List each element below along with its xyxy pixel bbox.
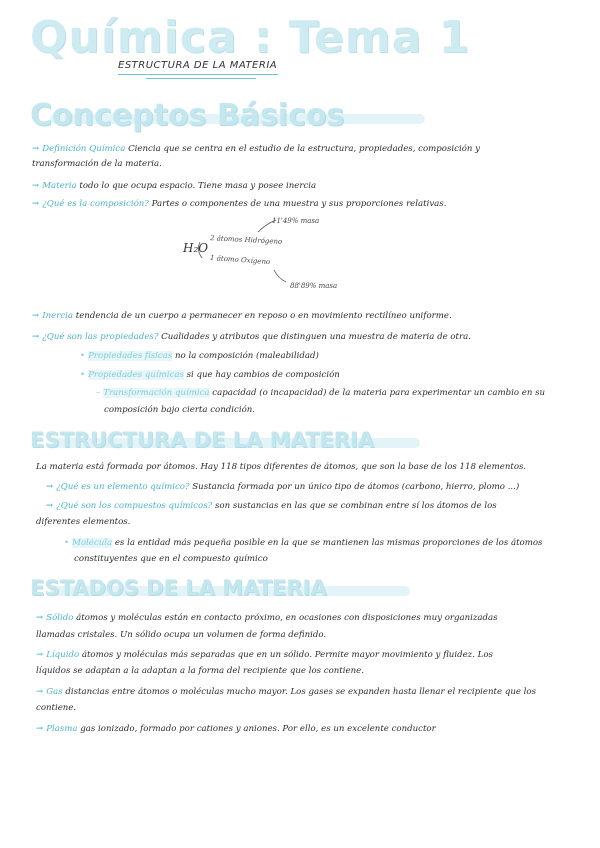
line-compuesto bbox=[46, 500, 497, 512]
line-molecula bbox=[64, 537, 542, 549]
atoms-oxygen: 1 átomo Oxígeno bbox=[209, 253, 271, 267]
text-solido-2: llamadas cristales. Un sólido ocupa un volumen de forma definido. bbox=[36, 630, 327, 640]
arrow-icon: → bbox=[32, 181, 40, 191]
line-inercia bbox=[32, 310, 452, 322]
term-composicion: ¿Qué es la composición? bbox=[42, 199, 149, 209]
arrow-icon: → bbox=[46, 501, 54, 511]
text-definicion-2: transformación de la materia. bbox=[32, 159, 162, 169]
term-plasma: Plasma bbox=[46, 724, 78, 734]
arrow-icon: → bbox=[36, 724, 44, 734]
line-quimicas bbox=[80, 369, 340, 381]
term-materia: Materia bbox=[42, 181, 77, 191]
section-estructura-title: ESTRUCTURA DE LA MATERIA bbox=[30, 428, 374, 452]
text-molecula: es la entidad más pequeña posible en la que se mantienen las mismas proporciones de los átomos bbox=[114, 538, 543, 548]
text-liquido-2: líquidos se adaptan a la adaptan a la forma del recipiente que los contiene. bbox=[36, 666, 364, 676]
text-gas: distancias entre átomos o moléculas mucho mayor. Los gases se expanden hasta llenar el recipiente que los bbox=[65, 687, 537, 697]
text-propiedades: Cualidades y atributos que distinguen una muestra de materia de otra. bbox=[161, 332, 471, 342]
arrow-icon: → bbox=[32, 332, 40, 342]
line-compuesto-2 bbox=[36, 516, 130, 528]
section-estados-heading bbox=[30, 568, 430, 608]
text-composicion: Partes o componentes de una muestra y sus proporciones relativas. bbox=[151, 199, 447, 209]
term-gas: Gas bbox=[46, 687, 63, 697]
text-inercia: tendencia de un cuerpo a permanecer en reposo o en movimiento rectilíneo uniforme. bbox=[75, 311, 452, 321]
line-estructura-intro bbox=[36, 461, 526, 473]
term-propiedades: ¿Qué son las propiedades? bbox=[42, 332, 159, 342]
text-liquido: átomos y moléculas más separadas que en un sólido. Permite mayor movimiento y fluidez. Los bbox=[81, 650, 493, 660]
bullet-icon: • bbox=[80, 370, 86, 380]
section-conceptos-title: Conceptos Básicos bbox=[30, 98, 345, 133]
line-materia bbox=[32, 180, 316, 192]
arrow-icon: → bbox=[36, 613, 44, 623]
section-estados-title: ESTADOS DE LA MATERIA bbox=[30, 576, 327, 600]
term-solido: Sólido bbox=[46, 613, 74, 623]
line-liquido bbox=[36, 649, 493, 661]
line-fisicas bbox=[80, 350, 319, 362]
text-compuesto: son sustancias en las que se combinan entre sí los átomos de los bbox=[214, 501, 497, 511]
term-quimicas: Propiedades químicas bbox=[88, 370, 184, 380]
text-fisicas: no la composición (maleabilidad) bbox=[175, 351, 319, 361]
subtitle-block bbox=[118, 60, 278, 79]
atoms-hydrogen: 2 átomos Hidrógeno bbox=[209, 234, 283, 246]
text-solido: átomos y moléculas están en contacto próximo, en ocasiones con disposiciones muy organizadas bbox=[76, 613, 498, 623]
term-liquido: Líquido bbox=[46, 650, 80, 660]
page-subtitle: ESTRUCTURA DE LA MATERIA bbox=[118, 60, 278, 71]
term-definicion: Definición Química bbox=[42, 144, 126, 154]
line-gas bbox=[36, 686, 536, 698]
bullet-icon: • bbox=[80, 351, 86, 361]
page-title: Química : Tema 1 bbox=[30, 12, 471, 63]
arrow-icon: → bbox=[32, 199, 40, 209]
line-plasma bbox=[36, 723, 436, 735]
arrow-icon: → bbox=[32, 311, 40, 321]
term-molecula: Molécula bbox=[72, 538, 113, 548]
text-transformacion: capacidad (o incapacidad) de la materia para experimentar un cambio en su bbox=[212, 388, 546, 398]
h2o-formula: H₂O bbox=[183, 241, 209, 255]
text-elemento: Sustancia formada por un único tipo de átomos (carbono, hierro, plomo ...) bbox=[192, 482, 520, 492]
term-inercia: Inercia bbox=[42, 311, 74, 321]
line-liquido-2 bbox=[36, 665, 364, 677]
subtitle-underline bbox=[118, 74, 278, 75]
text-estructura-intro: La materia está formada por átomos. Hay 118 tipos diferentes de átomos, que son la base de los 118 elementos. bbox=[36, 462, 527, 472]
arrow-icon: → bbox=[32, 144, 40, 154]
bullet-icon: • bbox=[64, 538, 70, 548]
term-fisicas: Propiedades físicas bbox=[88, 351, 173, 361]
text-gas-2: contiene. bbox=[36, 703, 77, 713]
line-definicion-2 bbox=[32, 158, 162, 170]
arrow-icon: → bbox=[36, 687, 44, 697]
term-compuesto: ¿Qué son los compuestos químicos? bbox=[56, 501, 213, 511]
line-solido bbox=[36, 612, 498, 624]
text-definicion: Ciencia que se centra en el estudio de la estructura, propiedades, composición y bbox=[128, 144, 480, 154]
subtitle-underline-2 bbox=[146, 78, 256, 79]
text-plasma: gas ionizado, formado por cationes y aniones. Por ello, es un excelente conductor bbox=[80, 724, 436, 734]
line-molecula-2 bbox=[74, 553, 268, 565]
term-transformacion: Transformación química bbox=[103, 388, 210, 398]
text-quimicas: si que hay cambios de composición bbox=[186, 370, 340, 380]
dash-icon: – bbox=[96, 388, 101, 398]
section-estructura-heading bbox=[30, 420, 430, 460]
mass-oxygen: 88'89% masa bbox=[290, 282, 338, 290]
line-solido-2 bbox=[36, 629, 326, 641]
line-definicion bbox=[32, 143, 480, 155]
text-materia: todo lo que ocupa espacio. Tiene masa y posee inercia bbox=[79, 181, 317, 191]
line-propiedades bbox=[32, 331, 471, 343]
section-conceptos-heading bbox=[30, 96, 430, 136]
text-compuesto-2: diferentes elementos. bbox=[36, 517, 131, 527]
arrow-icon: → bbox=[46, 482, 54, 492]
arrow-icon: → bbox=[36, 650, 44, 660]
text-molecula-2: constituyentes que en el compuesto químico bbox=[74, 554, 268, 564]
term-elemento: ¿Qué es un elemento químico? bbox=[56, 482, 190, 492]
line-composicion bbox=[32, 198, 446, 210]
text-transformacion-2: composición bajo cierta condición. bbox=[104, 405, 256, 415]
mass-hydrogen: 11'49% masa bbox=[272, 217, 320, 225]
line-transformacion-2 bbox=[104, 404, 255, 416]
line-elemento bbox=[46, 481, 519, 493]
line-transformacion bbox=[96, 387, 545, 399]
line-gas-2 bbox=[36, 702, 76, 714]
